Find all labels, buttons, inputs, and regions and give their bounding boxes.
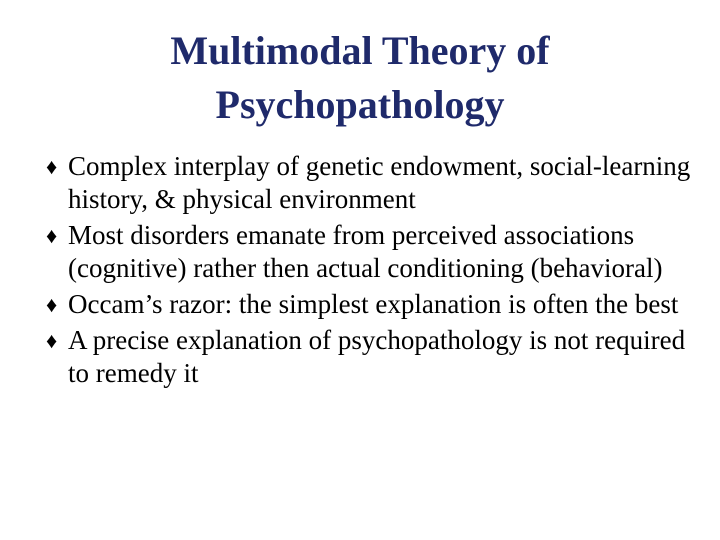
diamond-bullet-icon: ♦ bbox=[46, 223, 58, 248]
bullet-list bbox=[46, 150, 706, 393]
bullet-item bbox=[46, 219, 706, 285]
diamond-bullet-icon: ♦ bbox=[46, 154, 58, 179]
bullet-text: A precise explanation of psychopathology is not required to remedy it bbox=[68, 325, 686, 388]
bullet-text: Occam’s razor: the simplest explanation is often the best bbox=[68, 289, 679, 319]
bullet-text: Most disorders emanate from perceived associations (cognitive) rather then actual conditioning (behavioral) bbox=[68, 220, 663, 283]
bullet-item bbox=[46, 150, 706, 216]
bullet-item bbox=[46, 288, 706, 321]
bullet-text: Complex interplay of genetic endowment, social-learning history, & physical environment bbox=[68, 151, 691, 214]
diamond-bullet-icon: ♦ bbox=[46, 292, 58, 317]
slide-title: Multimodal Theory of Psychopathology bbox=[170, 28, 550, 127]
diamond-bullet-icon: ♦ bbox=[46, 328, 58, 353]
bullet-item bbox=[46, 324, 706, 390]
